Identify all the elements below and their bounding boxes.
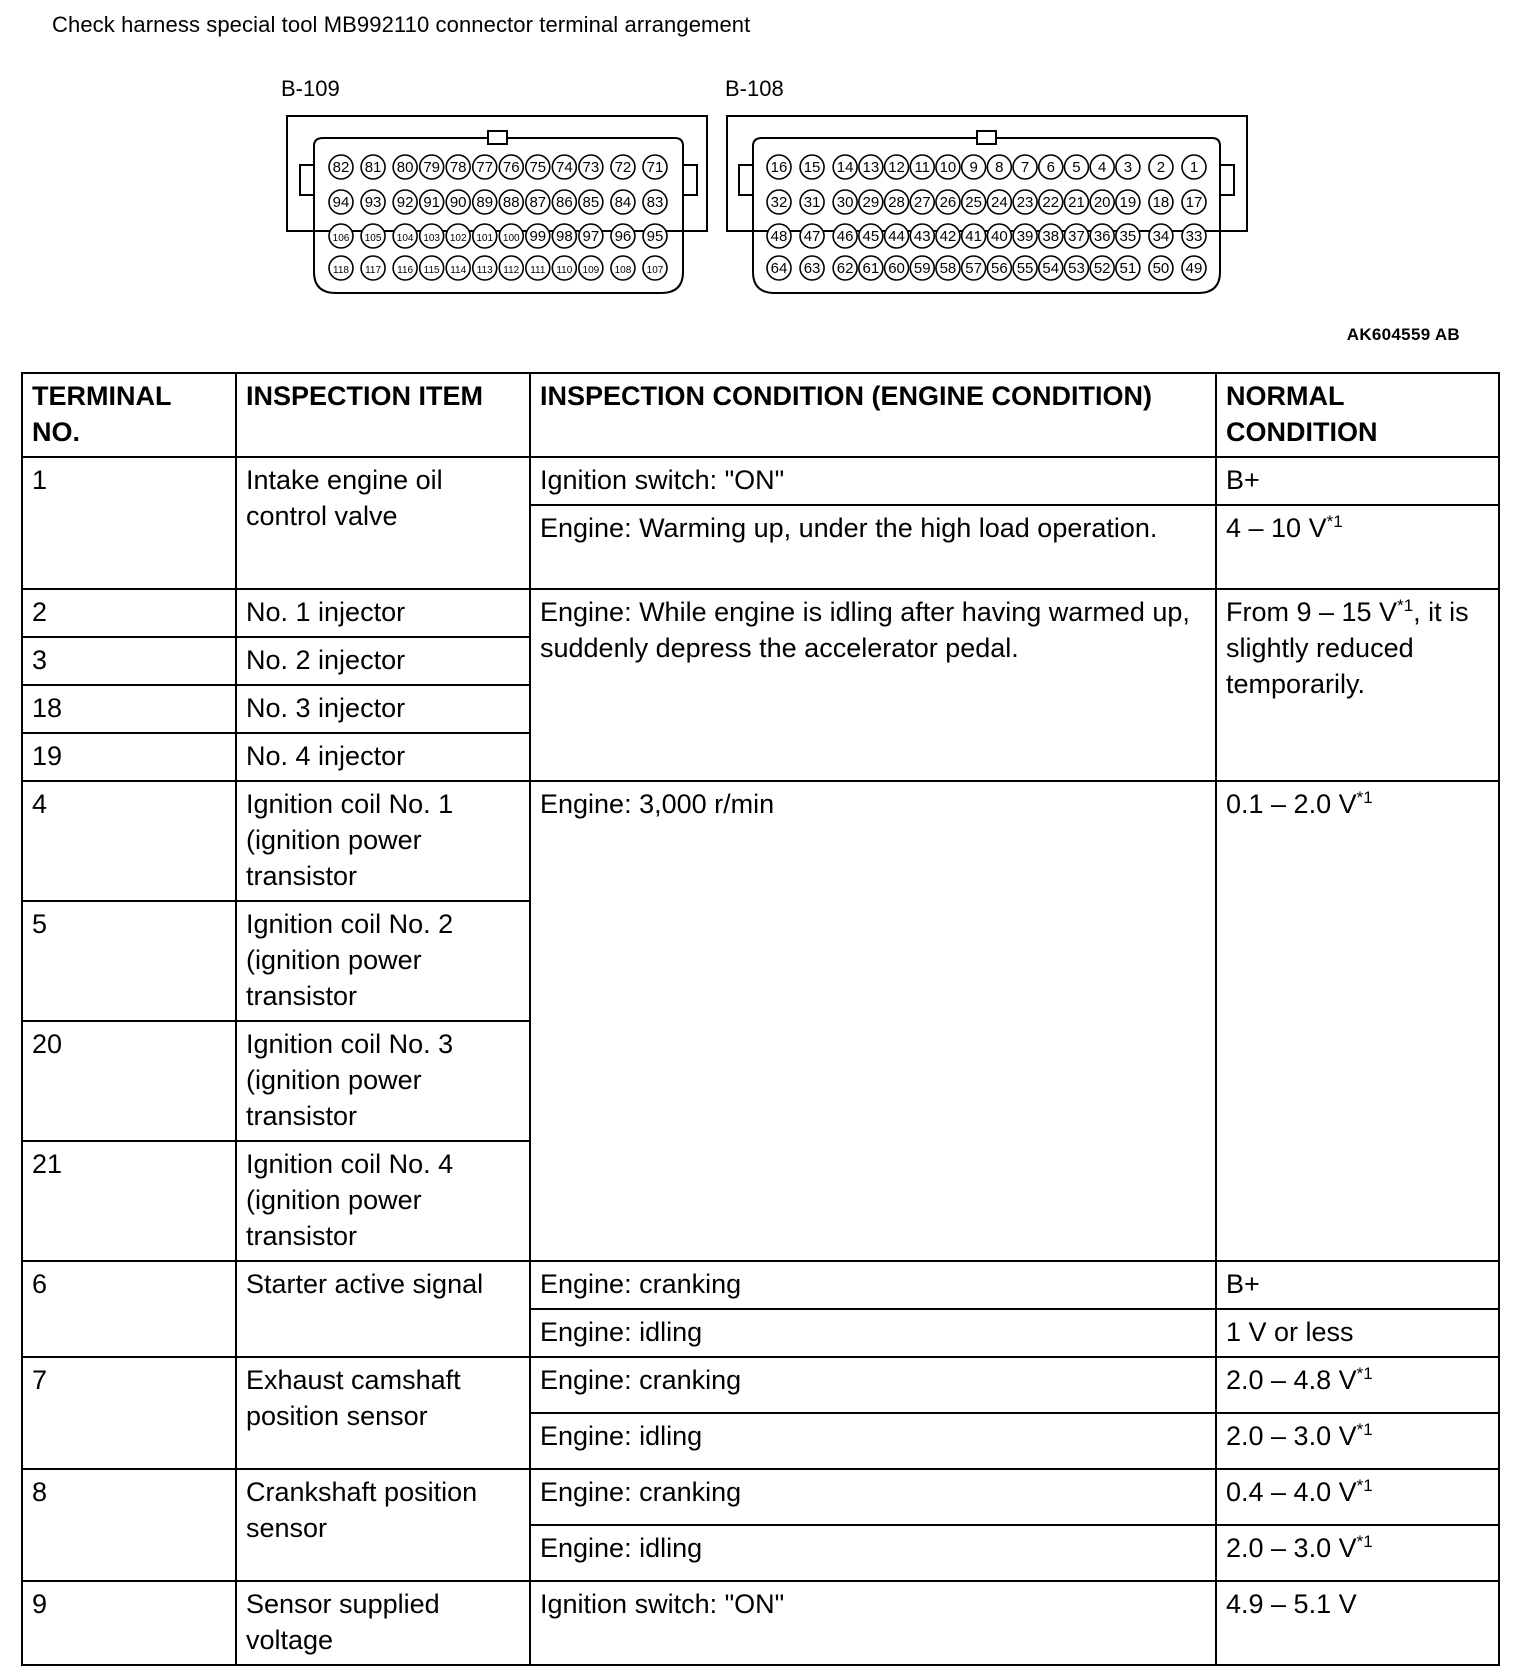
normal-cell: B+	[1216, 457, 1499, 505]
pin-number: 62	[836, 260, 854, 277]
pin-number: 3	[1123, 159, 1133, 176]
item-cell: Intake engine oil control valve	[236, 457, 530, 589]
pin-number: 20	[1093, 194, 1111, 211]
normal-cell	[1216, 781, 1499, 1261]
pin-number: 47	[803, 228, 821, 245]
normal-cell: 4.9 – 5.1 V	[1216, 1581, 1499, 1665]
pin-number: 17	[1185, 194, 1203, 211]
item-cell: Starter active signal	[236, 1261, 530, 1357]
page-title: Check harness special tool MB992110 connector terminal arrangement	[52, 12, 751, 37]
condition-cell: Ignition switch: "ON"	[530, 457, 1216, 505]
pin-number: 7	[1020, 159, 1030, 176]
pin-number: 72	[614, 159, 632, 176]
pin-number: 9	[969, 159, 978, 176]
pin-number: 76	[502, 159, 520, 176]
pin-number: 111	[530, 265, 546, 276]
condition-cell: Engine: cranking	[530, 1469, 1216, 1525]
pin-number: 116	[397, 265, 414, 276]
pin-number: 5	[1072, 159, 1081, 176]
connector-b108-pins	[767, 155, 1206, 280]
header-inspection-item: INSPECTION ITEM	[236, 373, 530, 457]
pin-number: 42	[939, 228, 957, 245]
pin-number: 73	[582, 159, 600, 176]
connector-label-b109: B-109	[281, 76, 340, 101]
pin-number: 58	[939, 260, 957, 277]
normal-value-note: , it is slightly reduced temporarily.	[1226, 597, 1469, 699]
pin-number: 91	[423, 194, 441, 211]
pin-number: 14	[836, 159, 854, 176]
pin-number: 52	[1093, 260, 1111, 277]
inspection-table	[21, 372, 1500, 1666]
normal-cell	[1216, 1525, 1499, 1581]
pin-number: 50	[1152, 260, 1170, 277]
pin-number: 27	[913, 194, 931, 211]
table-row	[22, 457, 1499, 505]
table-row	[22, 1581, 1499, 1665]
pin-number: 102	[449, 233, 467, 244]
normal-cell	[1216, 589, 1499, 781]
pin-number: 113	[476, 265, 493, 276]
pin-number: 99	[529, 228, 547, 245]
pin-number: 112	[503, 265, 520, 276]
connector-b109-pins	[329, 155, 667, 280]
item-cell: Ignition coil No. 3 (ignition power transistor	[236, 1021, 530, 1141]
item-cell: No. 1 injector	[236, 589, 530, 637]
pin-number: 84	[614, 194, 632, 211]
normal-value: From 9 – 15 V	[1226, 597, 1398, 627]
terminal-cell: 18	[22, 685, 236, 733]
pin-number: 51	[1119, 260, 1137, 277]
pin-number: 59	[913, 260, 931, 277]
pin-number: 94	[332, 194, 350, 211]
pin-number: 28	[888, 194, 905, 211]
normal-cell	[1216, 1413, 1499, 1469]
pin-number: 104	[396, 233, 414, 244]
pin-number: 24	[991, 194, 1008, 211]
pin-number: 48	[770, 228, 788, 245]
pin-number: 37	[1068, 228, 1085, 245]
pin-number: 13	[862, 159, 880, 176]
condition-cell: Engine: cranking	[530, 1261, 1216, 1309]
pin-number: 87	[529, 194, 547, 211]
pin-number: 16	[770, 159, 788, 176]
normal-value: 2.0 – 4.8 V	[1226, 1365, 1357, 1395]
pin-number: 34	[1152, 228, 1170, 245]
item-cell: Ignition coil No. 2 (ignition power transistor	[236, 901, 530, 1021]
pin-number: 90	[449, 194, 467, 211]
connector-label-b108: B-108	[725, 76, 784, 101]
terminal-cell: 1	[22, 457, 236, 589]
pin-number: 78	[449, 159, 467, 176]
pin-number: 32	[770, 194, 788, 211]
pin-number: 106	[332, 233, 350, 244]
normal-cell	[1216, 505, 1499, 589]
pin-number: 75	[529, 159, 547, 176]
footnote-mark: *1	[1356, 1476, 1373, 1495]
normal-cell	[1216, 1357, 1499, 1413]
pin-number: 31	[803, 194, 821, 211]
terminal-cell: 4	[22, 781, 236, 901]
pin-number: 15	[803, 159, 821, 176]
pin-number: 55	[1016, 260, 1034, 277]
pin-number: 81	[364, 159, 382, 176]
pin-number: 107	[646, 265, 664, 276]
pin-number: 114	[450, 265, 467, 276]
pin-number: 93	[364, 194, 382, 211]
pin-number: 109	[582, 265, 600, 276]
item-cell: No. 2 injector	[236, 637, 530, 685]
condition-cell: Engine: 3,000 r/min	[530, 781, 1216, 1261]
pin-number: 60	[888, 260, 905, 277]
footnote-mark: *1	[1397, 596, 1414, 615]
terminal-cell: 2	[22, 589, 236, 637]
pin-number: 92	[396, 194, 414, 211]
pin-number: 115	[423, 265, 440, 276]
pin-number: 35	[1119, 228, 1137, 245]
pin-number: 10	[939, 159, 957, 176]
item-cell: Crankshaft position sensor	[236, 1469, 530, 1581]
terminal-cell: 5	[22, 901, 236, 1021]
footnote-mark: *1	[1326, 512, 1343, 531]
pin-number: 45	[862, 228, 880, 245]
pin-number: 61	[862, 260, 880, 277]
pin-number: 85	[582, 194, 600, 211]
pin-number: 79	[423, 159, 441, 176]
pin-number: 63	[803, 260, 821, 277]
terminal-cell: 21	[22, 1141, 236, 1261]
footnote-mark: *1	[1356, 1532, 1373, 1551]
pin-number: 83	[646, 194, 664, 211]
pin-number: 18	[1152, 194, 1170, 211]
terminal-cell: 8	[22, 1469, 236, 1581]
pin-number: 41	[965, 228, 982, 245]
pin-number: 1	[1189, 159, 1199, 176]
condition-cell: Engine: idling	[530, 1413, 1216, 1469]
pin-number: 19	[1119, 194, 1137, 211]
pin-number: 108	[614, 265, 632, 276]
normal-value: 2.0 – 3.0 V	[1226, 1533, 1357, 1563]
table-header-row	[22, 373, 1499, 457]
pin-number: 12	[888, 159, 905, 176]
pin-number: 80	[396, 159, 414, 176]
terminal-cell: 19	[22, 733, 236, 781]
pin-number: 105	[364, 233, 382, 244]
footnote-mark: *1	[1356, 1364, 1373, 1383]
condition-cell: Engine: idling	[530, 1525, 1216, 1581]
condition-cell: Ignition switch: "ON"	[530, 1581, 1216, 1665]
condition-cell: Engine: While engine is idling after having warmed up, suddenly depress the accelerator pedal.	[530, 589, 1216, 781]
normal-cell: B+	[1216, 1261, 1499, 1309]
pin-number: 29	[862, 194, 880, 211]
condition-cell: Engine: Warming up, under the high load operation.	[530, 505, 1216, 589]
pin-number: 30	[836, 194, 854, 211]
pin-number: 71	[646, 159, 664, 176]
connector-diagram	[0, 0, 1520, 320]
table-row	[22, 1469, 1499, 1525]
pin-number: 97	[582, 228, 600, 245]
pin-number: 101	[476, 233, 494, 244]
footnote-mark: *1	[1356, 1420, 1373, 1439]
pin-number: 110	[556, 265, 573, 276]
item-cell: Sensor supplied voltage	[236, 1581, 530, 1665]
pin-number: 40	[991, 228, 1008, 245]
pin-number: 118	[333, 265, 349, 276]
header-terminal-no: TERMINAL NO.	[22, 373, 236, 457]
table-row	[22, 1261, 1499, 1309]
normal-value: 0.4 – 4.0 V	[1226, 1477, 1357, 1507]
normal-cell	[1216, 1469, 1499, 1525]
pin-number: 86	[555, 194, 573, 211]
terminal-cell: 20	[22, 1021, 236, 1141]
pin-number: 21	[1068, 194, 1085, 211]
pin-number: 96	[614, 228, 632, 245]
pin-number: 117	[365, 265, 382, 276]
pin-number: 53	[1068, 260, 1085, 277]
pin-number: 56	[991, 260, 1008, 277]
pin-number: 22	[1042, 194, 1060, 211]
pin-number: 25	[965, 194, 982, 211]
pin-number: 38	[1042, 228, 1060, 245]
item-cell: Ignition coil No. 4 (ignition power transistor	[236, 1141, 530, 1261]
table-row	[22, 781, 1499, 901]
pin-number: 2	[1156, 159, 1166, 176]
table-row	[22, 1357, 1499, 1413]
pin-number: 64	[770, 260, 788, 277]
condition-cell: Engine: idling	[530, 1309, 1216, 1357]
terminal-cell: 9	[22, 1581, 236, 1665]
pin-number: 8	[995, 159, 1004, 176]
pin-number: 88	[502, 194, 520, 211]
pin-number: 89	[476, 194, 494, 211]
pin-number: 77	[476, 159, 494, 176]
footnote-mark: *1	[1356, 788, 1373, 807]
pin-number: 33	[1185, 228, 1203, 245]
pin-number: 36	[1093, 228, 1111, 245]
normal-cell: 1 V or less	[1216, 1309, 1499, 1357]
condition-cell: Engine: cranking	[530, 1357, 1216, 1413]
pin-number: 82	[332, 159, 350, 176]
pin-number: 98	[555, 228, 573, 245]
pin-number: 49	[1185, 260, 1203, 277]
pin-number: 103	[423, 233, 441, 244]
normal-value: 0.1 – 2.0 V	[1226, 789, 1357, 819]
pin-number: 43	[913, 228, 931, 245]
terminal-cell: 3	[22, 637, 236, 685]
pin-number: 57	[965, 260, 982, 277]
pin-number: 23	[1016, 194, 1034, 211]
table-row	[22, 589, 1499, 637]
pin-number: 100	[502, 233, 520, 244]
pin-number: 11	[914, 159, 931, 176]
terminal-cell: 7	[22, 1357, 236, 1469]
pin-number: 95	[646, 228, 664, 245]
pin-number: 26	[939, 194, 957, 211]
pin-number: 44	[888, 228, 905, 245]
pin-number: 39	[1016, 228, 1034, 245]
pin-number: 4	[1097, 159, 1107, 176]
item-cell: No. 4 injector	[236, 733, 530, 781]
normal-value: 2.0 – 3.0 V	[1226, 1421, 1357, 1451]
header-inspection-condition: INSPECTION CONDITION (ENGINE CONDITION)	[530, 373, 1216, 457]
pin-number: 74	[555, 159, 573, 176]
pin-number: 6	[1046, 159, 1055, 176]
item-cell: Exhaust camshaft position sensor	[236, 1357, 530, 1469]
pin-number: 46	[836, 228, 854, 245]
header-normal-condition: NORMAL CONDITION	[1216, 373, 1499, 457]
item-cell: No. 3 injector	[236, 685, 530, 733]
terminal-cell: 6	[22, 1261, 236, 1357]
item-cell: Ignition coil No. 1 (ignition power transistor	[236, 781, 530, 901]
pin-number: 54	[1042, 260, 1060, 277]
normal-value: 4 – 10 V	[1226, 513, 1327, 543]
figure-code: AK604559 AB	[1346, 325, 1460, 344]
